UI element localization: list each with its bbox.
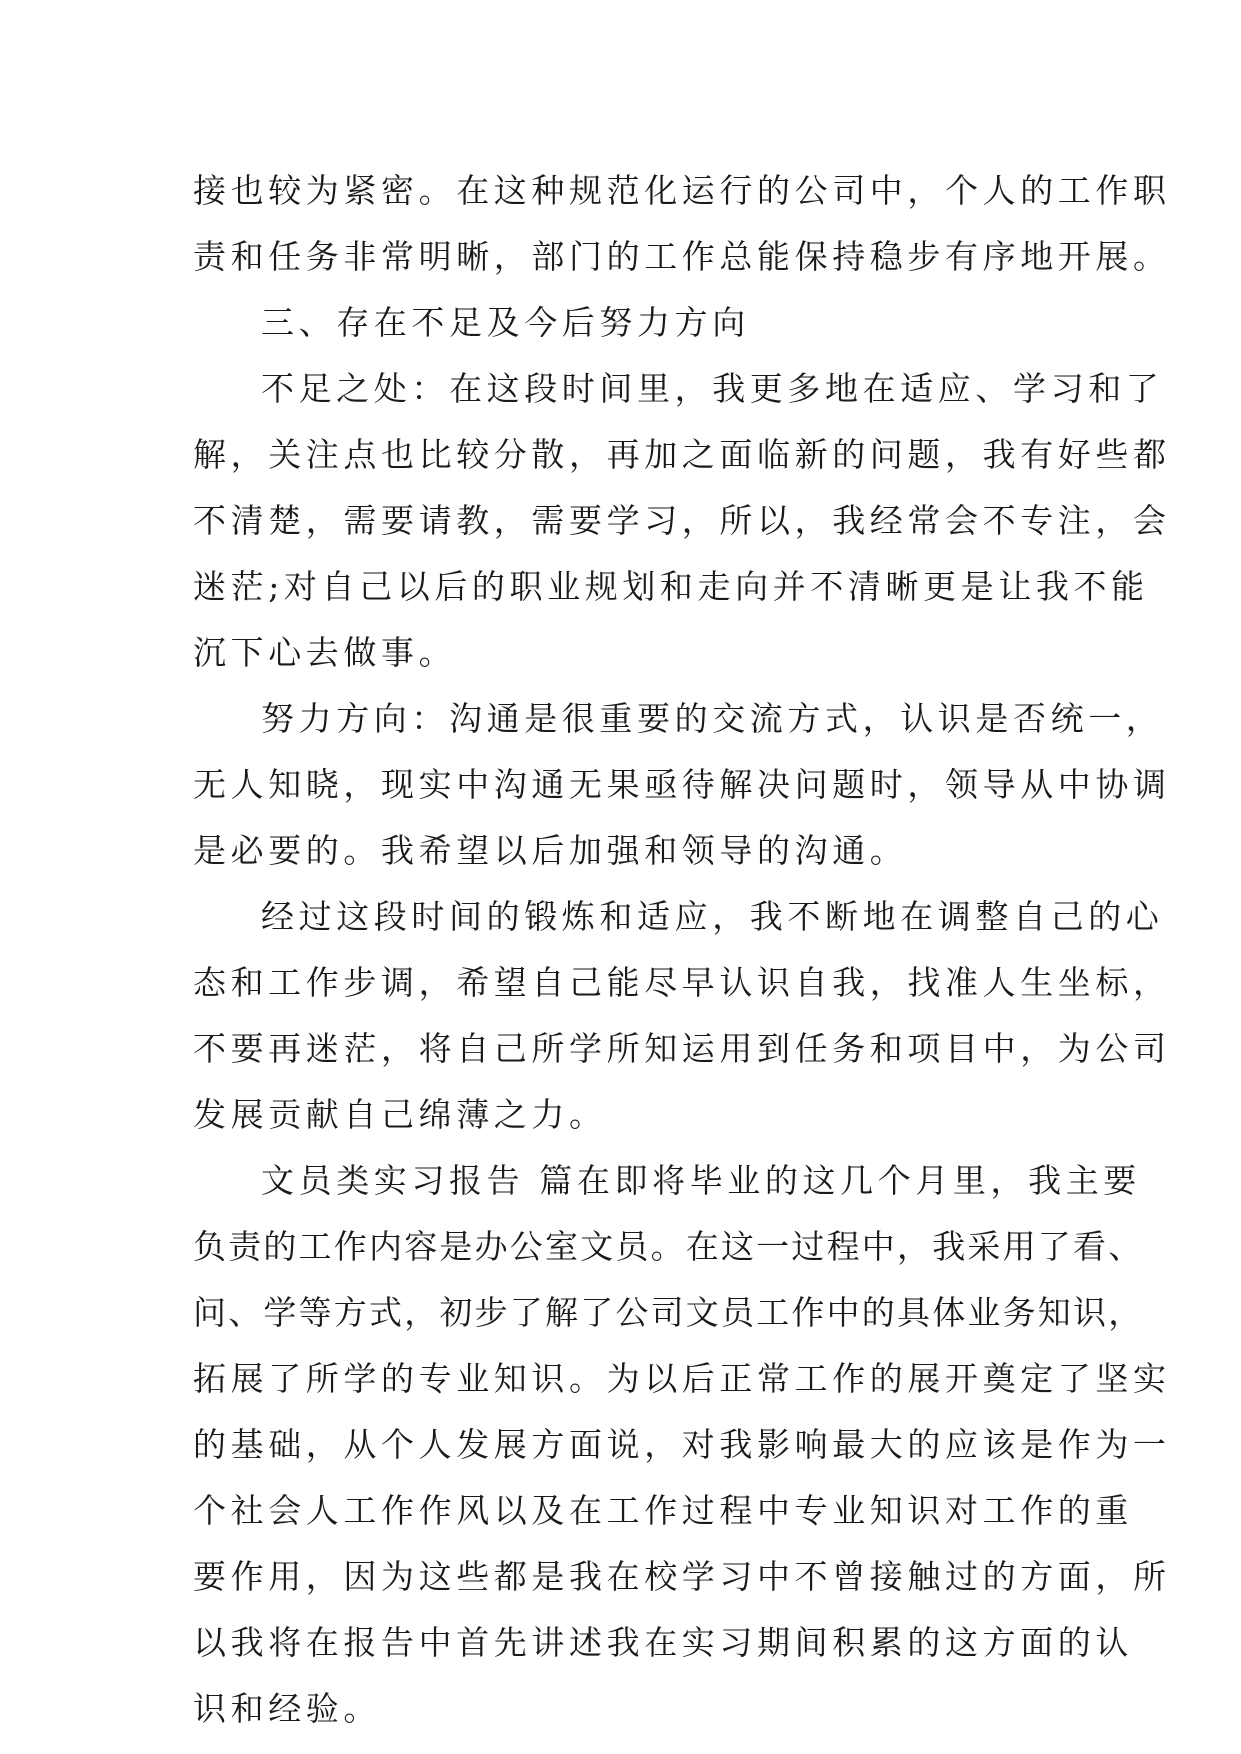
text-line: 发展贡献自己绵薄之力。 [193,1095,607,1134]
text-line: 识和经验。 [193,1689,381,1728]
text-line: 不足之处：在这段时间里，我更多地在适应、学习和了 [261,369,1164,408]
text-line: 以我将在报告中首先讲述我在实习期间积累的这方面的认 [193,1623,1133,1662]
text-line: 拓展了所学的专业知识。为以后正常工作的展开奠定了坚实 [193,1359,1171,1398]
text-line: 不要再迷茫，将自己所学所知运用到任务和项目中，为公司 [193,1029,1171,1068]
document-body [193,158,1171,1742]
text-line: 解，关注点也比较分散，再加之面临新的问题，我有好些都 [193,435,1171,474]
text-line: 努力方向：沟通是很重要的交流方式，认识是否统一， [261,699,1164,738]
text-line: 是必要的。我希望以后加强和领导的沟通。 [193,831,908,870]
text-line: 沉下心去做事。 [193,633,457,672]
text-line: 问、学等方式，初步了解了公司文员工作中的具体业务知识， [193,1293,1144,1332]
text-line: 要作用，因为这些都是我在校学习中不曾接触过的方面，所 [193,1557,1171,1596]
text-line: 不清楚，需要请教，需要学习，所以，我经常会不专注，会 [193,501,1171,540]
text-line: 责和任务非常明晰，部门的工作总能保持稳步有序地开展。 [193,237,1171,276]
text-line: 态和工作步调，希望自己能尽早认识自我，找准人生坐标， [193,963,1171,1002]
text-line: 负责的工作内容是办公室文员。在这一过程中，我采用了看、 [193,1227,1144,1266]
text-line: 经过这段时间的锻炼和适应，我不断地在调整自己的心 [261,897,1164,936]
text-line: 无人知晓，现实中沟通无果亟待解决问题时，领导从中协调 [193,765,1171,804]
text-line: 的基础，从个人发展方面说，对我影响最大的应该是作为一 [193,1425,1171,1464]
text-line: 个社会人工作作风以及在工作过程中专业知识对工作的重 [193,1491,1133,1530]
section-heading: 三、存在不足及今后努力方向 [261,303,750,342]
text-line: 文员类实习报告 篇在即将毕业的这几个月里，我主要 [261,1161,1141,1200]
text-line: 迷茫;对自己以后的职业规划和走向并不清晰更是让我不能 [193,567,1149,606]
text-line: 接也较为紧密。在这种规范化运行的公司中，个人的工作职 [193,171,1171,210]
